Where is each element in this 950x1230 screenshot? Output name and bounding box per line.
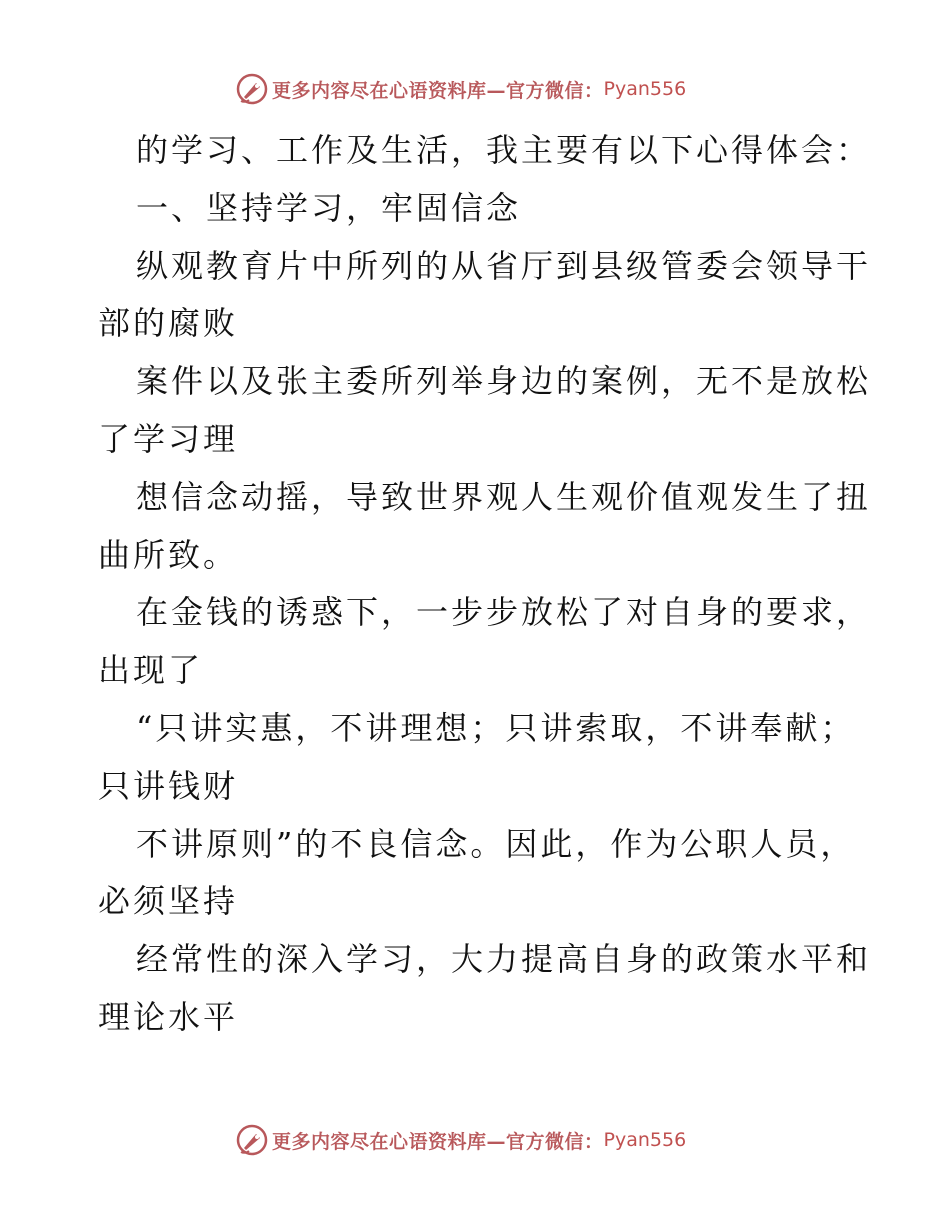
pen-nib-logo-icon xyxy=(235,1123,269,1157)
text-line: 理论水平 xyxy=(98,997,239,1036)
text-line: 不讲原则”的不良信念。因此，作为公职人员， xyxy=(136,824,856,863)
text-line: 在金钱的诱惑下，一步步放松了对自身的要求， xyxy=(136,593,872,632)
text-line: 经常性的深入学习，大力提高自身的政策水平和 xyxy=(136,940,872,979)
section-heading: 一、坚持学习，牢固信念 xyxy=(136,188,522,227)
text-line: 部的腐败 xyxy=(98,304,239,343)
text-line: 必须坚持 xyxy=(98,882,239,921)
text-line: 曲所致。 xyxy=(98,535,239,574)
text-line: 想信念动摇，导致世界观人生观价值观发生了扭 xyxy=(136,477,872,516)
pen-nib-logo-icon xyxy=(235,72,269,106)
banner-contact: Pyan556 xyxy=(603,78,687,100)
text-line: 出现了 xyxy=(98,651,204,690)
text-line: 的学习、工作及生活，我主要有以下心得体会： xyxy=(136,131,872,169)
text-line: “只讲实惠，不讲理想；只讲索取，不讲奉献； xyxy=(136,708,856,747)
text-line: 案件以及张主委所列举身边的案例，无不是放松 xyxy=(136,362,872,401)
text-line: 只讲钱财 xyxy=(98,766,239,805)
document-body xyxy=(98,122,872,1047)
text-line: 纵观教育片中所列的从省厅到县级管委会领导干 xyxy=(136,246,872,285)
banner-text: 更多内容尽在心语资料库—官方微信： xyxy=(272,79,604,102)
banner-text: 更多内容尽在心语资料库—官方微信： xyxy=(272,1130,604,1153)
header-banner xyxy=(235,72,686,106)
text-line: 了学习理 xyxy=(98,419,239,458)
banner-contact: Pyan556 xyxy=(603,1129,687,1151)
footer-banner xyxy=(235,1123,686,1157)
